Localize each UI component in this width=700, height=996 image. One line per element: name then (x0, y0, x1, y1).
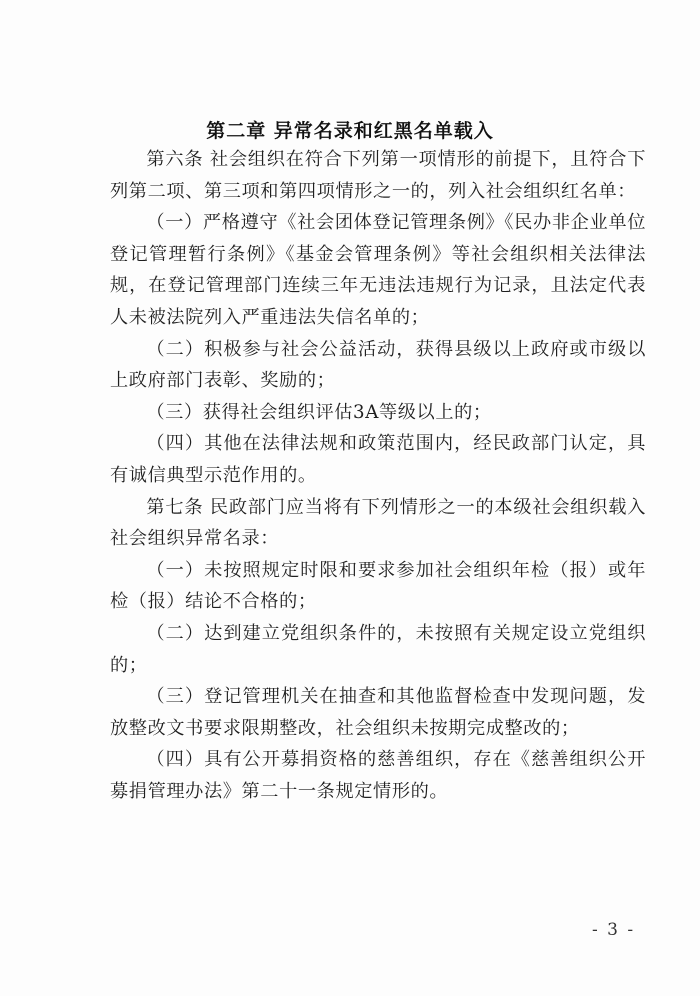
page-number: - 3 - (592, 920, 636, 940)
article-6-item-4: （四）其他在法律法规和政策范围内，经民政部门认定，具有诚信典型示范作用的。 (110, 433, 646, 486)
article-7-item-1: （一）未按照规定时限和要求参加社会组织年检（报）或年检（报）结论不合格的； (110, 559, 646, 613)
chapter-title: 第二章 异常名录和红黑名单载入 (206, 120, 494, 142)
article-6-item-3: （三）获得社会组织评估3A等级以上的； (146, 401, 492, 423)
article-7-intro: 第七条 民政部门应当将有下列情形之一的本级社会组织载入社会组织异常名录： (110, 496, 646, 550)
article-6-intro: 第六条 社会组织在符合下列第一项情形的前提下，且符合下列第二项、第三项和第四项情形之一的，列入社会组织红名单： (110, 149, 646, 202)
article-6-item-2: （二）积极参与社会公益活动，获得县级以上政府或市级以上政府部门表彰、奖励的； (110, 338, 646, 392)
article-6-item-1: （一）严格遵守《社会团体登记管理条例》《民办非企业单位登记管理暂行条例》《基金会管理条例》等社会组织相关法律法规，在登记管理部门连续三年无违法违规行为记录，且法定代表人未被法院列入严重违法失信名单的； (110, 212, 646, 328)
article-7-item-3: （三）登记管理机关在抽查和其他监督检查中发现问题，发放整改文书要求限期整改，社会组织未按期完成整改的； (110, 686, 646, 739)
article-7-item-2: （二）达到建立党组织条件的，未按照有关规定设立党组织的； (110, 622, 646, 676)
article-7-item-4: （四）具有公开募捐资格的慈善组织，存在《慈善组织公开募捐管理办法》第二十一条规定情形的。 (110, 749, 646, 802)
body-text (110, 144, 646, 807)
